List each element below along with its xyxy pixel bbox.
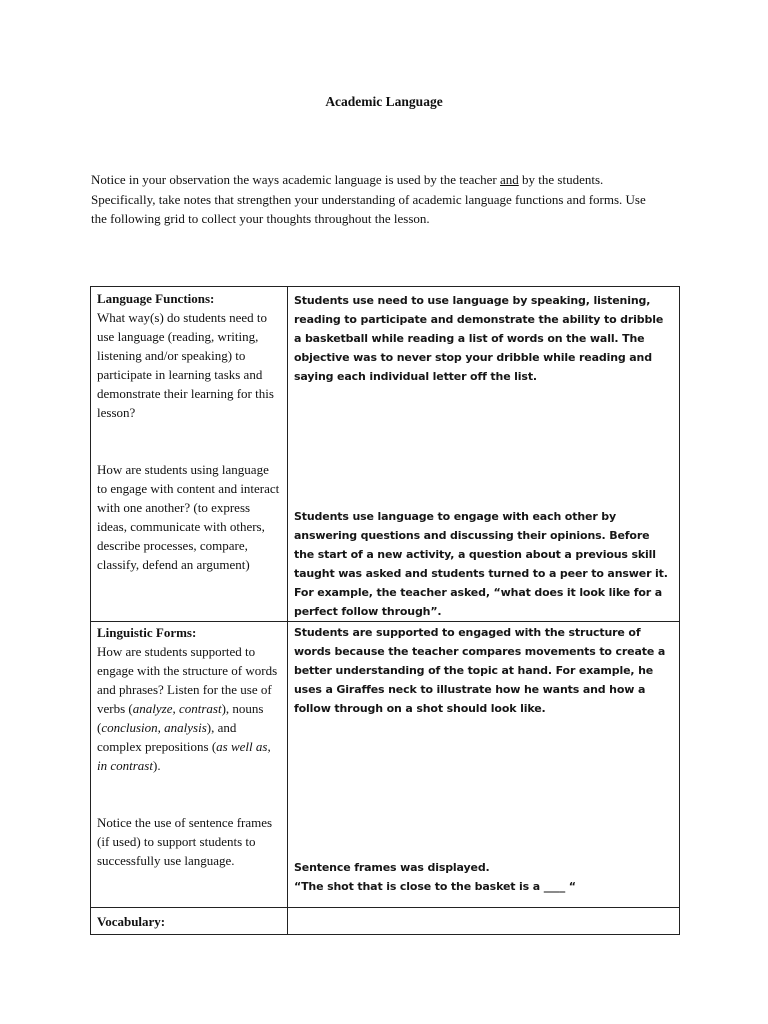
forms-answer-2-line-1: Sentence frames was displayed. [294, 861, 490, 874]
forms-answer-1: Students are supported to engaged with the structure of words because the teacher compares movements to create a better understanding of the topic at hand. For example, he uses a Giraffes neck to illustrate how he wants and how a follow through on a shot should look like. [294, 626, 666, 715]
vocabulary-heading: Vocabulary: [97, 914, 166, 929]
cell-forms-notes [288, 622, 680, 908]
row-linguistic-forms [91, 622, 680, 908]
row-language-functions [91, 287, 680, 622]
intro-underlined-word: and [500, 172, 519, 187]
cell-vocabulary-label [91, 908, 288, 935]
functions-answer-2: Students use language to engage with each other by answering questions and discussing their opinions. Before the start of a new activity, a question about a previous skill taught was asked and students turned to a peer to answer it. For example, the teacher asked, “what does it look like for a perfect follow through”. [294, 510, 668, 618]
forms-prompt-2: Notice the use of sentence frames (if used) to support students to successfully use language. [97, 815, 273, 868]
intro-text-end: by the students. Specifically, take notes that strengthen your understanding of academic language functions and forms. Use the following grid to collect your thoughts throughout the lesson. [91, 172, 646, 226]
cell-forms-label [91, 622, 288, 908]
functions-heading: Language Functions: [97, 291, 215, 306]
intro-paragraph [91, 170, 651, 229]
intro-text-start: Notice in your observation the ways academic language is used by the teacher [91, 172, 500, 187]
functions-prompt-2: How are students using language to engage with content and interact with one another? (to express ideas, communicate with others, describe processes, compare, classify, defend an argument) [97, 462, 280, 572]
forms-answer-2-line-2: “The shot that is close to the basket is a ____ “ [294, 880, 576, 893]
functions-prompt-1: What way(s) do students need to use language (reading, writing, listening and/or speaking) to participate in learning tasks and demonstrate their learning for this lesson? [97, 310, 274, 420]
cell-functions-notes [288, 287, 680, 622]
cell-vocabulary-notes [288, 908, 680, 935]
document-title: Academic Language [325, 94, 443, 109]
forms-heading: Linguistic Forms: [97, 625, 197, 640]
functions-answer-1: Students use need to use language by speaking, listening, reading to participate and demonstrate the ability to dribble a basketball while reading a list of words on the wall. The objective was to never stop your dribble while reading and saying each individual letter off the list. [294, 294, 664, 383]
cell-functions-label [91, 287, 288, 622]
vocabulary-answer [288, 908, 679, 912]
row-vocabulary [91, 908, 680, 935]
observation-grid [90, 286, 680, 935]
forms-prompt-1: How are students supported to engage with the structure of words and phrases? Listen for the use of verbs (analyze, contrast), nouns (conclusion, analysis), and complex prepositions (as well as, in contrast). [97, 644, 278, 773]
